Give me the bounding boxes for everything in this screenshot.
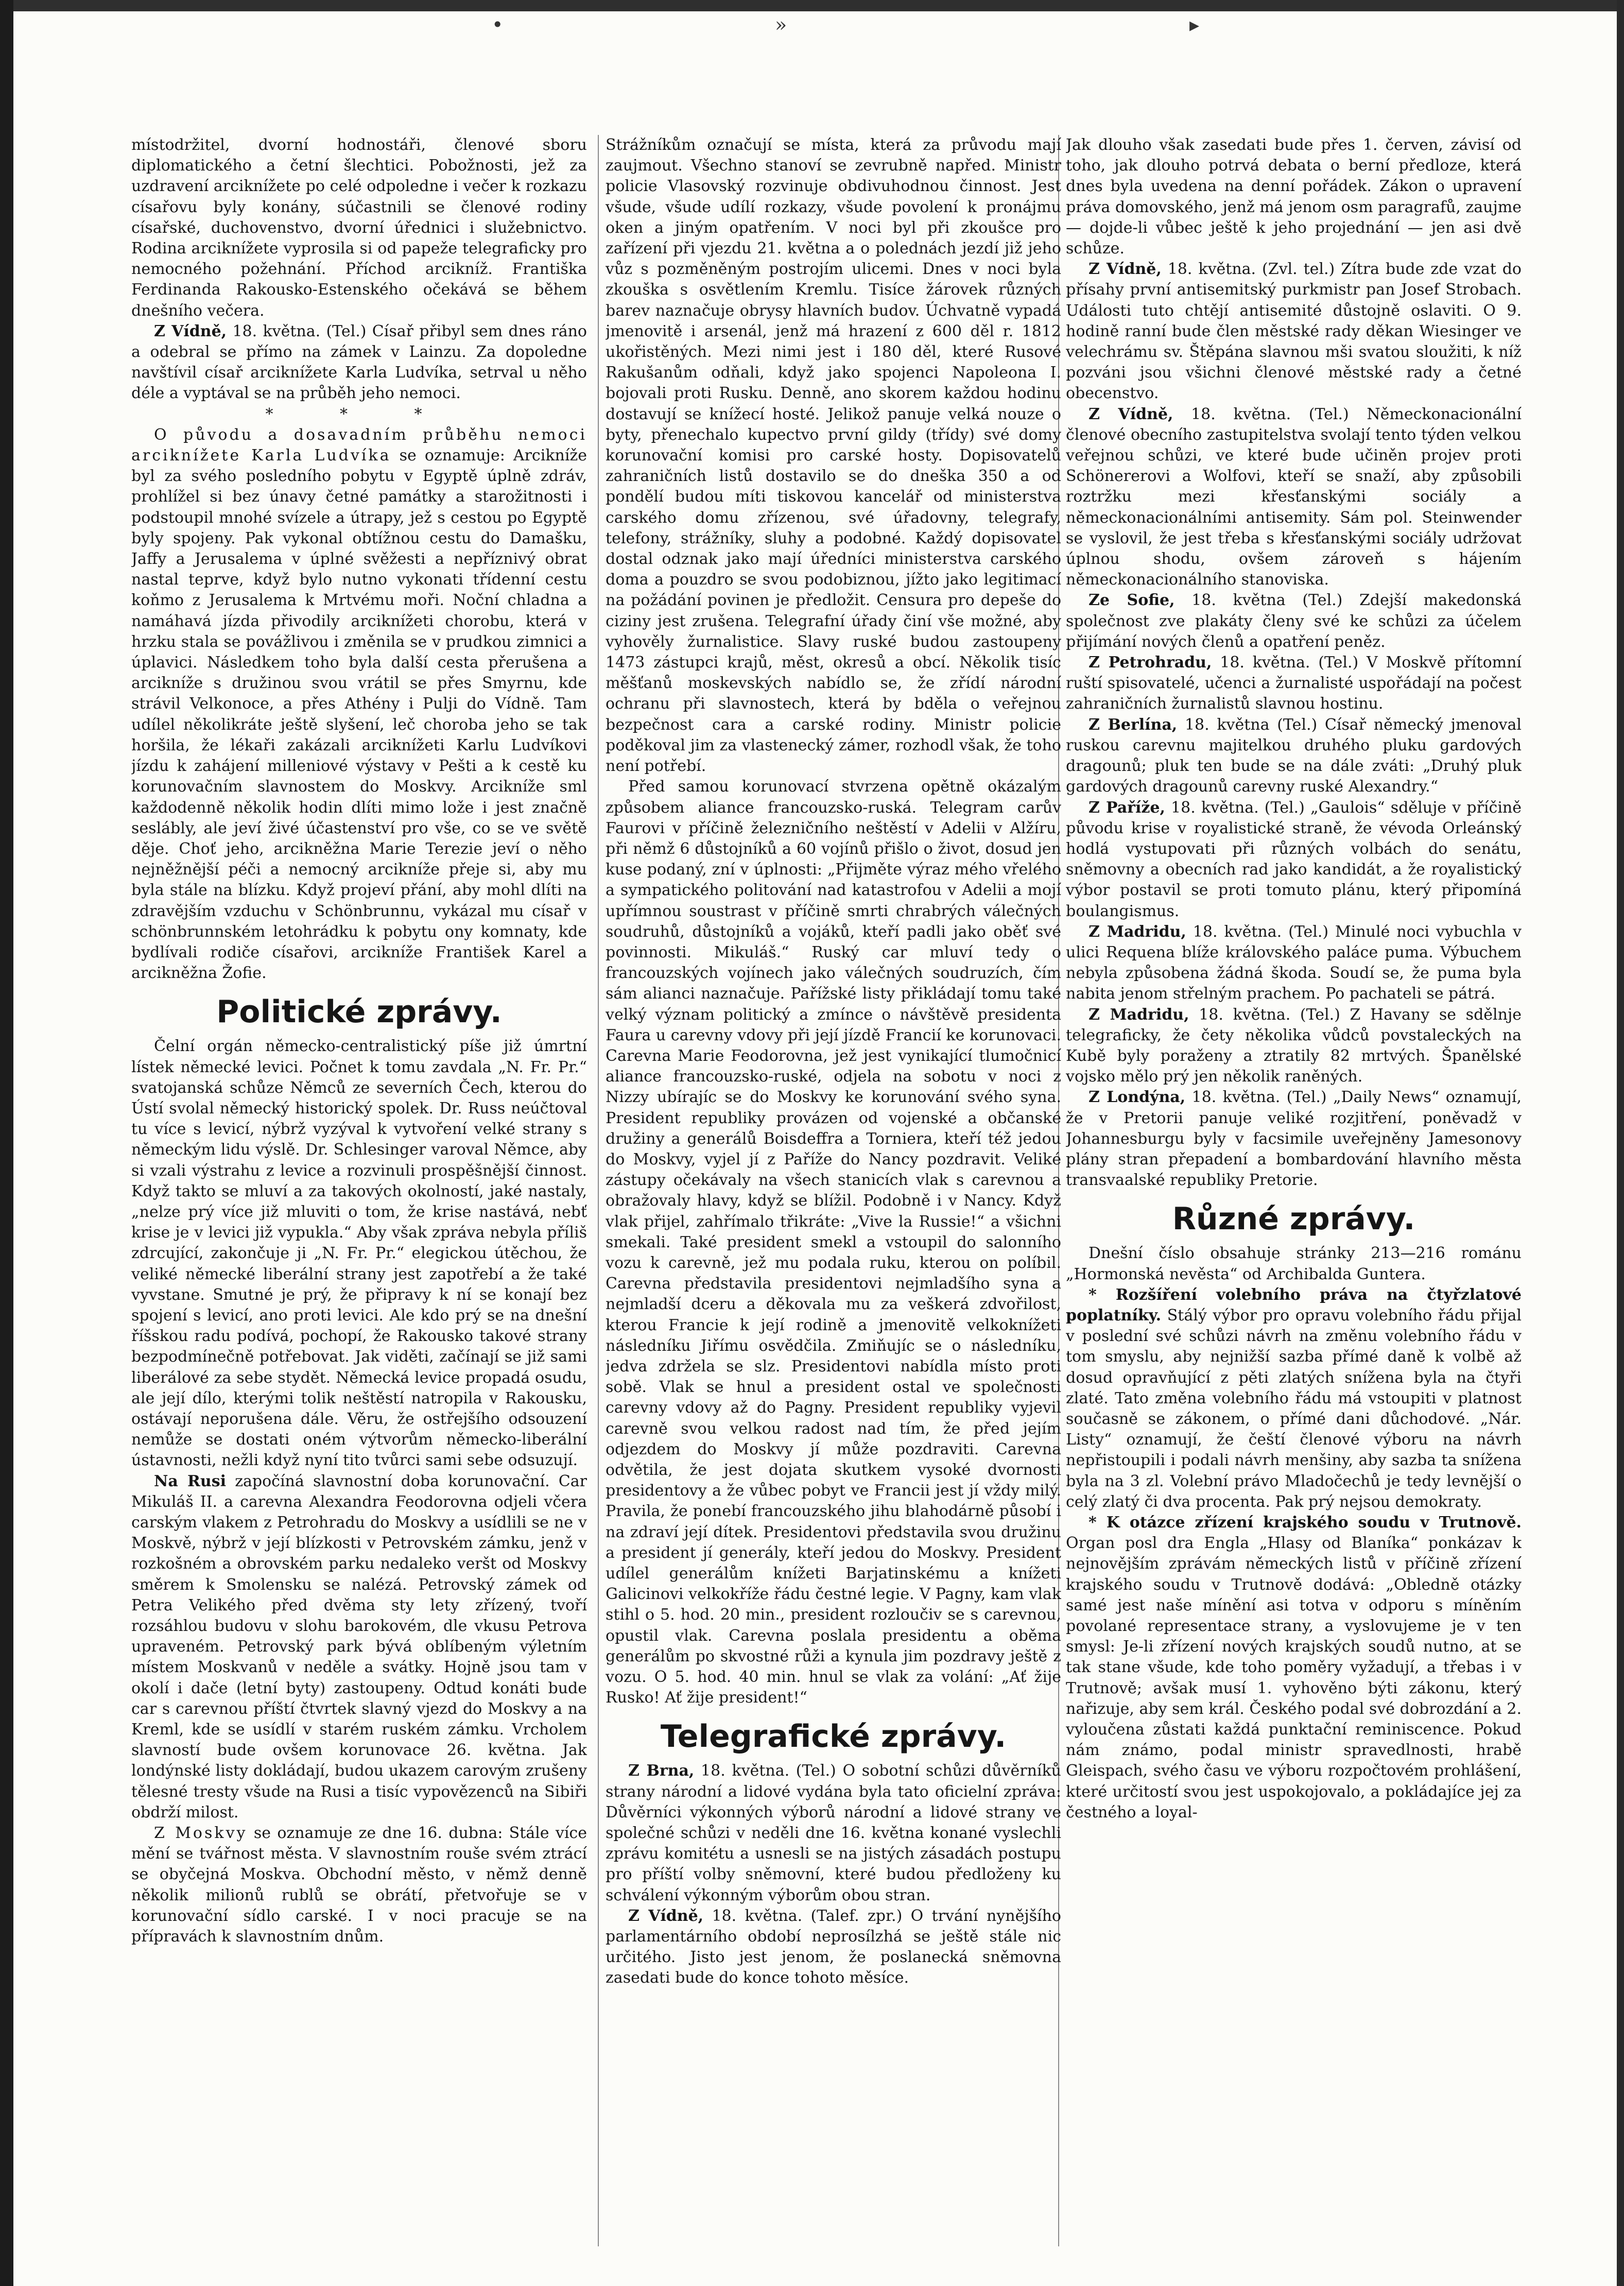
paragraph: [131, 321, 587, 404]
paragraph: [1066, 715, 1522, 798]
scan-edge-top: [0, 0, 1624, 11]
dateline: Z Madridu,: [1089, 1005, 1189, 1024]
paragraph-text: započíná slavnostní doba korunovační. Car Mikuláš II. a carevna Alexandra Feodorovna odjeli včera carským vlakem z Petrohradu do Moskvy a usídlili se ne v Moskvě, nýbrž v její blízkosti v Petrovském zámku, jenž v rozkošném a obrovském parku nedaleko veršt od Moskvy směrem k Smolensku se nalézá. Petrovský zámek od Petra Velikého před dvěma sty lety zřízený, tvoří rozsáhlou budovu v slohu barokovém, dle vkusu Petrova upraveném. Petrovský park bývá oblíbeným výletním místem Moskvanů v neděle a svátky. Hojně jsou tam v okolí i dače (letní byty) zastoupeny. Odtud konáti bude car s carevnou příští čtvrtek slavný vjezd do Moskvy a na Kreml, kde se usídlí v starém ruském zámku. Vrcholem slavností bude ovšem korunovace 26. května. Jak londýnské listy dokládají, budou ukazem carovým zrušeny tělesné tresty všude na Rusi a tisíc vypovězenců na Sibiři obdrží milost.: [131, 1472, 587, 1821]
section-heading-ruzne: Různé zprávy.: [1172, 1201, 1415, 1237]
paragraph: Jak dlouho však zasedati bude přes 1. červen, závisí od toho, jak dlouho potrvá debata o berní předloze, která dnes byla uvedena na denní pořádek. Zákon o upravení práva domovského, jenž má jenom osm paragrafů, zaujme — dojde-li vůbec ještě k jeho projednání — jen asi dvě schůze.: [1066, 136, 1522, 258]
dateline: Z Petrohradu,: [1089, 654, 1212, 672]
paragraph: [1066, 652, 1522, 715]
paragraph: [606, 1761, 1061, 1905]
dateline: Z Vídně,: [154, 322, 227, 340]
paragraph: [131, 1823, 587, 1947]
paragraph-text: 18. května. (Tel.) Císař přibyl sem dnes ráno a odebral se přímo na zámek v Lainzu. Za dopoledne navštívil císař arciknížete Karla Ludvíka, setrval u něho déle a vyptával se na průběh jeho nemoci.: [131, 322, 587, 403]
paragraph: [1066, 404, 1522, 591]
column-2: [606, 135, 1061, 2246]
scan-edge-left: [0, 0, 13, 2286]
print-mark-center: »: [775, 13, 787, 36]
paragraph-text: 18. května. (Tel.) „Gaulois“ sděluje v příčině původu krise v royalistické straně, že vévoda Orleánský hodlá vystupovati při různých volbách do senátu, sněmovny a obecních rad jako kandidát, a že royalistický výbor postavil se proti tomuto plánu, který připomíná boulangismus.: [1066, 798, 1522, 920]
print-mark-right: ▸: [1189, 13, 1200, 36]
paragraph-lead: Z Moskvy: [154, 1824, 248, 1843]
paragraph: [131, 1471, 587, 1823]
paragraph: [606, 1906, 1061, 1989]
paragraph: [1066, 259, 1522, 404]
paragraph: Strážníkům označují se místa, která za průvodu mají zaujmout. Všechno stanoví se zevrubně napřed. Ministr policie Vlasovský rozvinuje obdivuhodnou činnost. Jest všude, všude udílí rozkazy, všude povolení k pronájmu oken a jiným opatřením. V noci byl při zkoušce pro zařízení při vjezdu 21. května a o polednách jezdí již jeho vůz s pozměněným postrojím ulicemi. Dnes v noci byla zkouška s osvětlením Kremlu. Tisíce žárovek různých barev naznačuje obrysy hlavních budov. Úchvatně vypadá jmenovitě i arsenál, jenž má hrazení z 600 děl r. 1812 ukořistěných. Mezi nimi jest i 180 děl, které Rusové Rakušanům odňali, když jako spojenci Napoleona I. bojovali proti Rusku. Denně, ano skorem každou hodinu dostavují se knížecí hosté. Jelikož panuje velká nouze o byty, přenechalo kupectvo první gildy (třídy) své domy korunovační komisi pro carské hosty. Dopisovatelů zahraničních listů dostavilo se do dneška 350 a od pondělí budou míti tiskovou kancelář od ministerstva carského domu zřízenou, své úřadovny, telegrafy, telefony, strážníky, sluhy a podobné. Každý dopisovatel dostal odznak jako mají úředníci ministerstva carského doma a pouzdro se svou podobiznou, jížto jako legitimací na požádání povinen je předložit. Censura pro depeše do ciziny jest zrušena. Telegrafní úřady činí vše možné, aby vyhověly žurnalistice. Slavy ruské budou zastoupeny 1473 zástupci krajů, měst, okresů a obcí. Několik tisíc měšťanů moskevských nabídlo se, že zřídí národní ochranu při slavnostech, která by bděla o veřejnou bezpečnost cara a carské rodiny. Ministr policie poděkoval jim za vlastenecký zámer, rozhodl však, že toho není potřebí.: [606, 136, 1061, 776]
paragraph: [1066, 1512, 1522, 1823]
scan-edge-right: [1617, 0, 1624, 2286]
paragraph-lead: * K otázce zřízení krajského soudu v Trutnově.: [1089, 1514, 1522, 1532]
paragraph: [1066, 798, 1522, 922]
paragraph: Čelní orgán německo-centralistický píše již úmrtní lístek německé levici. Počnet k tomu zavdala „N. Fr. Pr.“ svatojanská schůze Němců ze severních Čech, kterou do Ústí svolal německý historický spolek. Dr. Russ neúčtoval tu více s levicí, nýbrž vyzýval k vytvoření velké strany s německým lidu výslě. Dr. Schlesinger varoval Němce, aby si vzali výstrahu z levice a rozvinuli prospěšnější činnost. Když takto se mluví a za takových okolností, jaké nastaly, „nelze prý více již mluviti o tom, že krise nastává, nebť krise je v levici již vypukla.“ Aby však zpráva nebyla příliš zdrcující, zakončuje ji „N. Fr. Pr.“ elegickou útěchou, že veliké německé liberální strany jest zapotřebí a že také vyvstane. Smutné je prý, že připravy k ní se konají bez spojení s levicí, ano proti levici. Ale kdo prý se na dnešní říšskou radu podívá, pochopí, že Rakousko takové strany bezpodmínečně potřebovat. Jak viděti, začínají se již sami liberálové za sebe stydět. Německá levice propadá osudu, ale její dílo, kterými tolik neštěstí natropila v Rakousku, ostávají neporušena dále. Věru, že ostřejšího odsouzení nemůže se dostati oném výtvorům německo-liberální ústavnosti, nežli když nyní tito tvůrci sami sebe odsuzují.: [131, 1037, 587, 1470]
paragraph-text: 18. května. (Talef. zpr.) O trvání nynějšího parlamentárního období neprosílzhá se ještě stále nic určitého. Jisto jest jenom, že poslanecká sněmovna zasedati bude do konce tohoto měsíce.: [606, 1906, 1061, 1987]
paragraph-lead: Na Rusi: [154, 1472, 226, 1490]
print-mark-left: •: [492, 13, 504, 36]
paragraph-text: 18. května. (Zvl. tel.) Zítra bude zde vzat do přísahy první antisemitský purkmistr pan Josef Strobach. Události tuto chtějí antisemité důstojně oslaviti. O 9. hodině ranní bude člen městské rady děkan Wiesinger ve velechrámu sv. Štěpána slavnou mši svatou sloužiti, k níž pozváni jsou všichni členové městské rady a četné obecenstvo.: [1066, 260, 1522, 403]
dateline: Z Vídně,: [1089, 260, 1162, 279]
dateline: Z Brna,: [628, 1762, 695, 1780]
dateline: Z Paříže,: [1089, 798, 1165, 817]
paragraph: [1066, 590, 1522, 652]
section-separator: * * *: [265, 405, 453, 423]
paragraph-text: 18. května (Tel.) Císař německý jmenoval ruskou carevnu majitelkou druhého pluku gardových dragounů; pluk ten bude se na dále zváti: „Druhý pluk gardových dragounů carevny ruské Alexandry.“: [1066, 715, 1522, 796]
paragraph-text: Organ posl dra Engla „Hlasy od Blaníka“ ponkázav k nejnovějším zprávám německých listů v příčině zřízení krajského soudu v Trutnově dodává: „Obledně otázky samé jest naše mínění asi totva v odporu s míněním povolané representace strany, a vyslovujeme je v ten smysl: Je-li zřízení nových krajských soudů nutno, at se tak stane všude, kde toho poměry vyžadují, a třebas i v Trutnově; avšak musí 1. vyhověno býti zákonu, který nařizuje, aby sem král. Českého podal své dobrozdání a 2. vyloučena zůstati každá punktační reminiscence. Pokud nám známo, podal ministr spravedlnosti, hrabě Gleispach, svého času ve výboru rozpočtovém prohlášení, které určitostí svou jest uspokojovalo, a pokládajíce jej za čestného a loyal-: [1066, 1534, 1522, 1821]
paragraph: [1066, 1087, 1522, 1191]
dateline: Z Londýna,: [1089, 1088, 1186, 1107]
section-heading-politicke: Politické zprávy.: [216, 994, 502, 1030]
paragraph: [1066, 1285, 1522, 1512]
paragraph-text: Stálý výbor pro opravu volebního řádu přijal v poslední své schůzi návrh na změnu volebního řádu v tom smyslu, aby nejnižší sazba přímé daně k volbě až dosud opravňující z pěti zlatých snížena byla na čtyři zlaté. Tato změna volebního řádu má vstoupiti v platnost současně se zákonem, o přímé dani důchodové. „Nár. Listy“ oznamují, že čeští členové výboru na návrh nepřistoupili i podali návrh menšiny, aby sazba ta snížena byla na 3 zl. Volební právo Mladočechů je tedy levnější o celý zlatý či dva procenta. Pak prý nejsou demokraty.: [1066, 1306, 1522, 1511]
paragraph: Dnešní číslo obsahuje stránky 213—216 románu „Hormonská nevěsta“ od Archibalda Guntera.: [1066, 1244, 1522, 1283]
dateline: Ze Sofie,: [1089, 591, 1175, 610]
paragraph-lead: O původu a dosavadním průběhu nemoci arciknížete Karla Ludvíka: [131, 425, 587, 465]
article-columns: [131, 135, 1529, 2246]
column-divider: [598, 135, 599, 2246]
paragraph-text: 18. května. (Tel.) Minulé noci vybuchla v ulici Requena blíže královského paláce puma. Výbuchem nebyla způsobena žádná škoda. Soudí se, že puma byla nabita jenom střelným prachem. Po pachateli se pátrá.: [1066, 922, 1522, 1003]
section-heading-telegraficke: Telegrafické zprávy.: [660, 1718, 1007, 1755]
paragraph-text: se oznamuje ze dne 16. dubna: Stále více mění se tvářnost města. V slavnostním rouše svém ztrácí se obyčejná Moskva. Obchodní město, v němž denně několik milionů rublů se obrátí, přetvořuje se v korunovační sídlo carské. I v noci pracuje se na přípravách k slavnostním dnům.: [131, 1824, 587, 1946]
paragraph-text: 18. května. (Tel.) Z Havany se sdělnje telegraficky, že čety několika vůdců povstaleckých na Kubě byly poraženy a ztratily 82 mrtvých. Španělské vojsko mělo prý jen několik raněných.: [1066, 1005, 1522, 1086]
paragraph: místodržitel, dvorní hodnostáři, členové sboru diplomatického a četní šlechtici. Pobožnosti, jež za uzdravení arciknížete po celé odpoledne i večer k rozkazu císařovu byly konány, súčastnili se členové rodiny císařské, duchovenstvo, dvorní úřednici i služebnictvo. Rodina arciknížete vyprosila si od papeže telegraficky pro nemocného požehnání. Příchod arcikníž. Františka Ferdinanda Rakousko-Estenského očekává se během dnešního večera.: [131, 136, 587, 320]
paragraph: [131, 425, 587, 984]
column-3: [1066, 135, 1522, 2246]
paragraph-text: se oznamuje: Arcikníže byl za svého posledního pobytu v Egyptě úplně zdráv, prohlížel si bez únavy četné památky a starožitnosti i podstoupil mnohé svízele a útrapy, jež s cestou po Egyptě byly spojeny. Pak vykonal obtížnou cestu do Damašku, Jaffy a Jerusalema v úplné svěžesti a nepříznivý obrat nastal teprve, když bylo nutno vykonati třídenní cestu koňmo z Jerusalema k Mrtvému moři. Noční chladna a namáhavá jízda přivodily arciknížeti chorobu, která v hrzku stala se povážlivou i změnila se v prudkou zimnici a úplavici. Následkem toho byla další cesta přerušena a arcikníže s družinou svou vrátil se přes Smyrnu, kde strávil Velkonoce, a přes Athény i Pulji do Vídně. Tam udílel několikráte ještě slyšení, leč choroba jeho se tak horšila, že lékaři zakázali arciknížeti Karlu Ludvíkovi jízdu k zahájení milleniové výstavy v Pešti a k cestě ku korunovačním slavnostem do Moskvy. Arcikníže sml každodenně několik hodin dlíti mimo lože i jest značně seslábly, ale jeví živé účastenství pro vše, co se ve světě děje. Choť jeho, arcikněžna Marie Terezie jeví o něho nejněžnější péči a nemocný arcikníže přeje si, aby mu byla stále na blízku. Když projeví přání, aby mohl dlíti na zdravějším vzduchu v Schönbrunnu, vykázal mu císař v schönbrunnském letohrádku k pobytu ony komnaty, kde bydlívali rodiče císařovi, arcikníže František Karel a arcikněžna Žofie.: [131, 446, 587, 983]
paragraph-text: 18. května. (Tel.) V Moskvě přítomní ruští spisovatelé, učenci a žurnalisté uspořádají na počest zahraničních žurnalistů slavnou hostinu.: [1066, 654, 1522, 713]
paragraph-text: 18. května. (Tel.) „Daily News“ oznamují, že v Pretorii panuje veliké rozjitření, poněvadž v Johannesburgu byly v facsimile uveřejněny Jamesonovy plány stran přepadení a bombardování hlavního města transvaalské republiky Pretorie.: [1066, 1088, 1522, 1190]
paragraph: [1066, 1005, 1522, 1088]
paragraph-text: 18. května. (Tel.) Německonacionální členové obecního zastupitelstva svolají tento týden velkou veřejnou schůzi, ve které bude učiněn projev proti Schönererovi a Wolfovi, kteří se snaží, aby způsobili roztržku mezi křesťanskými sociály a německonacionálními antisemity. Sám pol. Steinwender se vyslovil, že jest třeba s křesťanskými sociály udržovat úplnou shodu, ovšem zároveň s hájením německonacionálního stanoviska.: [1066, 405, 1522, 589]
dateline: Z Berlína,: [1089, 715, 1178, 734]
paragraph-text: 18. května. (Tel.) O sobotní schůzi důvěrníků strany národní a lidové vydána byla tato oficielní zpráva: Důvěrníci výkonných výborů národní a lidové strany ve společné schůzi v neděli dne 16. května konané vyslechli zprávu komitétu a usnesli se na jistých zásadách postupu pro příští volby sněmovní, které budou předloženy ku schválení výkonným výborům obou stran.: [606, 1762, 1061, 1904]
paragraph: Před samou korunovací stvrzena opětně okázalým způsobem aliance francouzsko-ruská. Telegram carův Faurovi v příčině železničního neštěstí v Adelii v Alžíru, při němž 6 důstojníků a 60 vojínů přišlo o život, dosud jen kuse podaný, zní v úplnosti: „Přijměte výraz mého vřelého a sympatického politování nad katastrofou v Adelii a mojí upřímnou soustrast v příčině smrti chrabrých válečných soudruhů, důstojníků a vojáků, kteří padli jako oběť své povinnosti. Mikuláš.“ Ruský car mluví tedy o francouzských vojínech jako válečných soudruzích, čím sám alianci naznačuje. Pařížské listy přikládají tomu také velký význam politický a zmínce o návštěvě presidenta Faura u carevny vdovy při její jízdě Francií ke korunovaci. Carevna Marie Feodorovna, jež jest vynikající tlumočnicí aliance francouzsko-ruské, odjela na sobotu v noci z Nizzy ubírajíc se do Moskvy ke korunování svého syna. President republiky provázen od vojenské a občanské družiny a generálů Boisdeffra a Torniera, kteří též jedou do Moskvy, vyjel jí z Paříže do Nancy pozdravit. Veliké zástupy očekávaly na všech stanicích vlak s carevnou a obražovaly hlavy, když se blížil. Podobně i v Nancy. Když vlak přijel, zahřímalo třikráte: „Vive la Russie!“ a všichni smekali. Také president smekl a vstoupil do salonního vozu k carevně, jež mu podala ruku, kterou on políbil. Carevna představila presidentovi nejmladšího syna a nejmladší dceru a děkovala mu za veškerá zdvořilost, kterou Francie k její rodině a jmenovitě velkoknížeti následníku Jiřímu osvědčila. Zmiňujíc se o následníku, jedva zdržela se slz. Presidentovi nabídla místo proti sobě. Vlak se hnul a president ostal ve společnosti carevny vdovy až do Pagny. President republiky vyjevil carevně svou velkou radost nad tím, že před jejím odjezdem do Moskvy jí může pozdraviti. Carevna odvětila, že jest dojata skutkem vysoké dvornosti presidentovy a že vůbec pobyt ve Francii jest jí vždy milý. Pravila, že ponebí francouzského jihu blahodárně působí i na zdraví její dítek. Presidentovi představila svou družinu a president jí generály, kteří jedou do Moskvy. President udílel generálům knížeti Barjatinskému a knížeti Galicinovi velkokříže řádu čestné legie. V Pagny, kam vlak stihl o 5. hod. 20 min., president rozloučiv se s carevnou, opustil vlak. Carevna poslala presidentu a oběma generálům po skvostné růži a kynula jim pozdravy ještě z vozu. O 5. hod. 40 min. hnul se vlak za volání: „Ať žije Rusko! Ať žije president!“: [606, 778, 1061, 1707]
dateline: Z Vídně,: [628, 1906, 704, 1925]
column-1: [131, 135, 587, 2246]
paragraph-lead: * Rozšíření volebního práva na čtyřzlatové poplatníky.: [1066, 1285, 1522, 1325]
paragraph: [1066, 922, 1522, 1005]
dateline: Z Vídně,: [1089, 405, 1173, 423]
dateline: Z Madridu,: [1089, 922, 1186, 941]
paragraph-text: 18. května (Tel.) Zdejší makedonská společnost zve plakáty členy své ke schůzi za účelem přijímání nových členů a opatření peněz.: [1066, 591, 1522, 651]
